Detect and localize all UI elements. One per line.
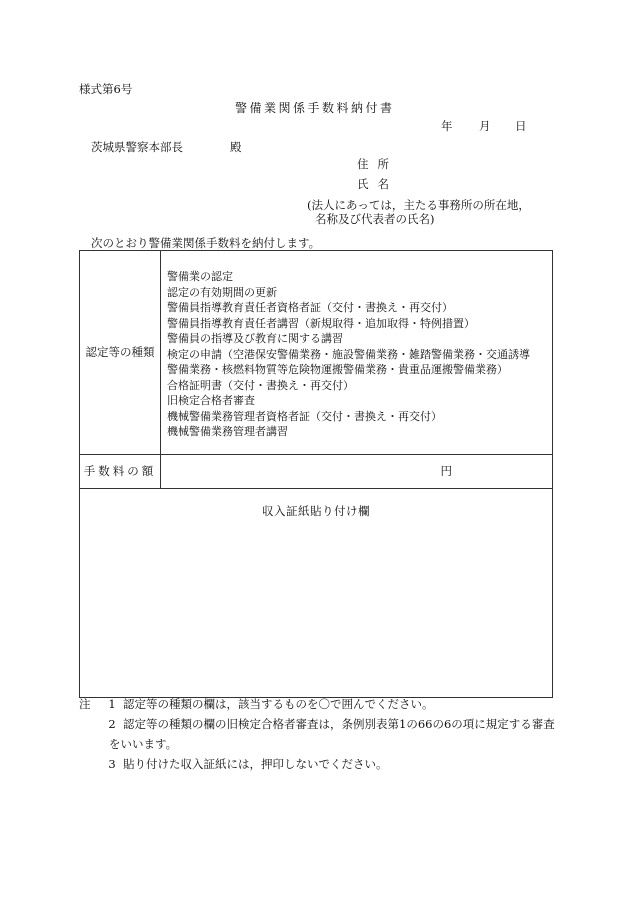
footnote: [79, 694, 559, 714]
footnote-text: 貼り付けた収入証紙には，押印しないでください。: [123, 757, 388, 771]
footnote-text: 認定等の種類の欄の旧検定合格者審査は，条例別表第1の66の6の項に規定する審査: [123, 717, 555, 731]
page-title: 警備業関係手数料納付書: [235, 101, 395, 115]
applicant-note-line1: (法人にあっては，主たる事務所の所在地，: [307, 198, 530, 212]
recipient: 茨城県警察本部長: [91, 140, 183, 154]
fee-amount-field[interactable]: [161, 454, 553, 488]
type-item: 旧検定合格者審査: [167, 394, 255, 407]
type-item: 警備員指導教育責任者講習（新規取得・追加取得・特例措置）: [167, 316, 475, 330]
form-number: 様式第6号: [79, 82, 133, 96]
date-year: 年: [441, 119, 453, 133]
type-label: 認定等の種類: [80, 251, 161, 455]
date-day: 日: [515, 119, 527, 133]
type-item: 機械警備業務管理者資格者証（交付・書換え・再交付）: [167, 409, 442, 423]
fee-unit: 円: [440, 464, 452, 478]
footnote: [79, 714, 559, 734]
type-item: 警備業の認定: [167, 270, 233, 283]
fee-form-table: [79, 250, 553, 698]
date-line: [441, 119, 527, 133]
fee-row: [80, 454, 553, 488]
stamp-area-label: 収入証紙貼り付け欄: [262, 503, 370, 518]
footnote: [79, 754, 559, 774]
type-item: 警備員指導教育責任者資格者証（交付・書換え・再交付）: [167, 301, 453, 314]
address-label: 住所: [357, 157, 398, 171]
type-item: 合格証明書（交付・書換え・再交付）: [167, 378, 354, 392]
name-label: 氏名: [357, 177, 398, 191]
footnotes: [79, 694, 559, 774]
footnote-lead: 注: [79, 697, 91, 711]
type-item: 機械警備業務管理者講習: [167, 425, 288, 438]
footnote-text: 認定等の種類の欄は，該当するものを〇で囲んでください。: [123, 697, 434, 711]
stamp-row: [80, 488, 553, 697]
recipient-honorific: 殿: [230, 140, 242, 154]
date-month: 月: [479, 119, 491, 133]
type-item: 検定の申請（空港保安警備業務・施設警備業務・雑踏警備業務・交通誘導: [167, 347, 530, 361]
type-item: 警備業務・核燃料物質等危険物運搬警備業務・貴重品運搬警備業務）: [167, 363, 508, 376]
footnote-number: 3: [108, 757, 116, 771]
type-item: 警備員の指導及び教育に関する講習: [167, 332, 343, 345]
applicant-note-line2: 名称及び代表者の氏名): [315, 212, 435, 226]
type-item: 認定の有効期間の更新: [167, 285, 277, 299]
type-row: [80, 251, 553, 455]
type-list: [161, 251, 553, 455]
revenue-stamp-area[interactable]: [80, 488, 553, 697]
footnote-continuation: をいいます。: [109, 737, 178, 751]
footnote-number: 2: [108, 717, 116, 731]
lead-statement: 次のとおり警備業関係手数料を納付します。: [91, 236, 321, 250]
footnote-number: 1: [108, 697, 116, 711]
fee-label: 手数料の額: [80, 454, 161, 488]
